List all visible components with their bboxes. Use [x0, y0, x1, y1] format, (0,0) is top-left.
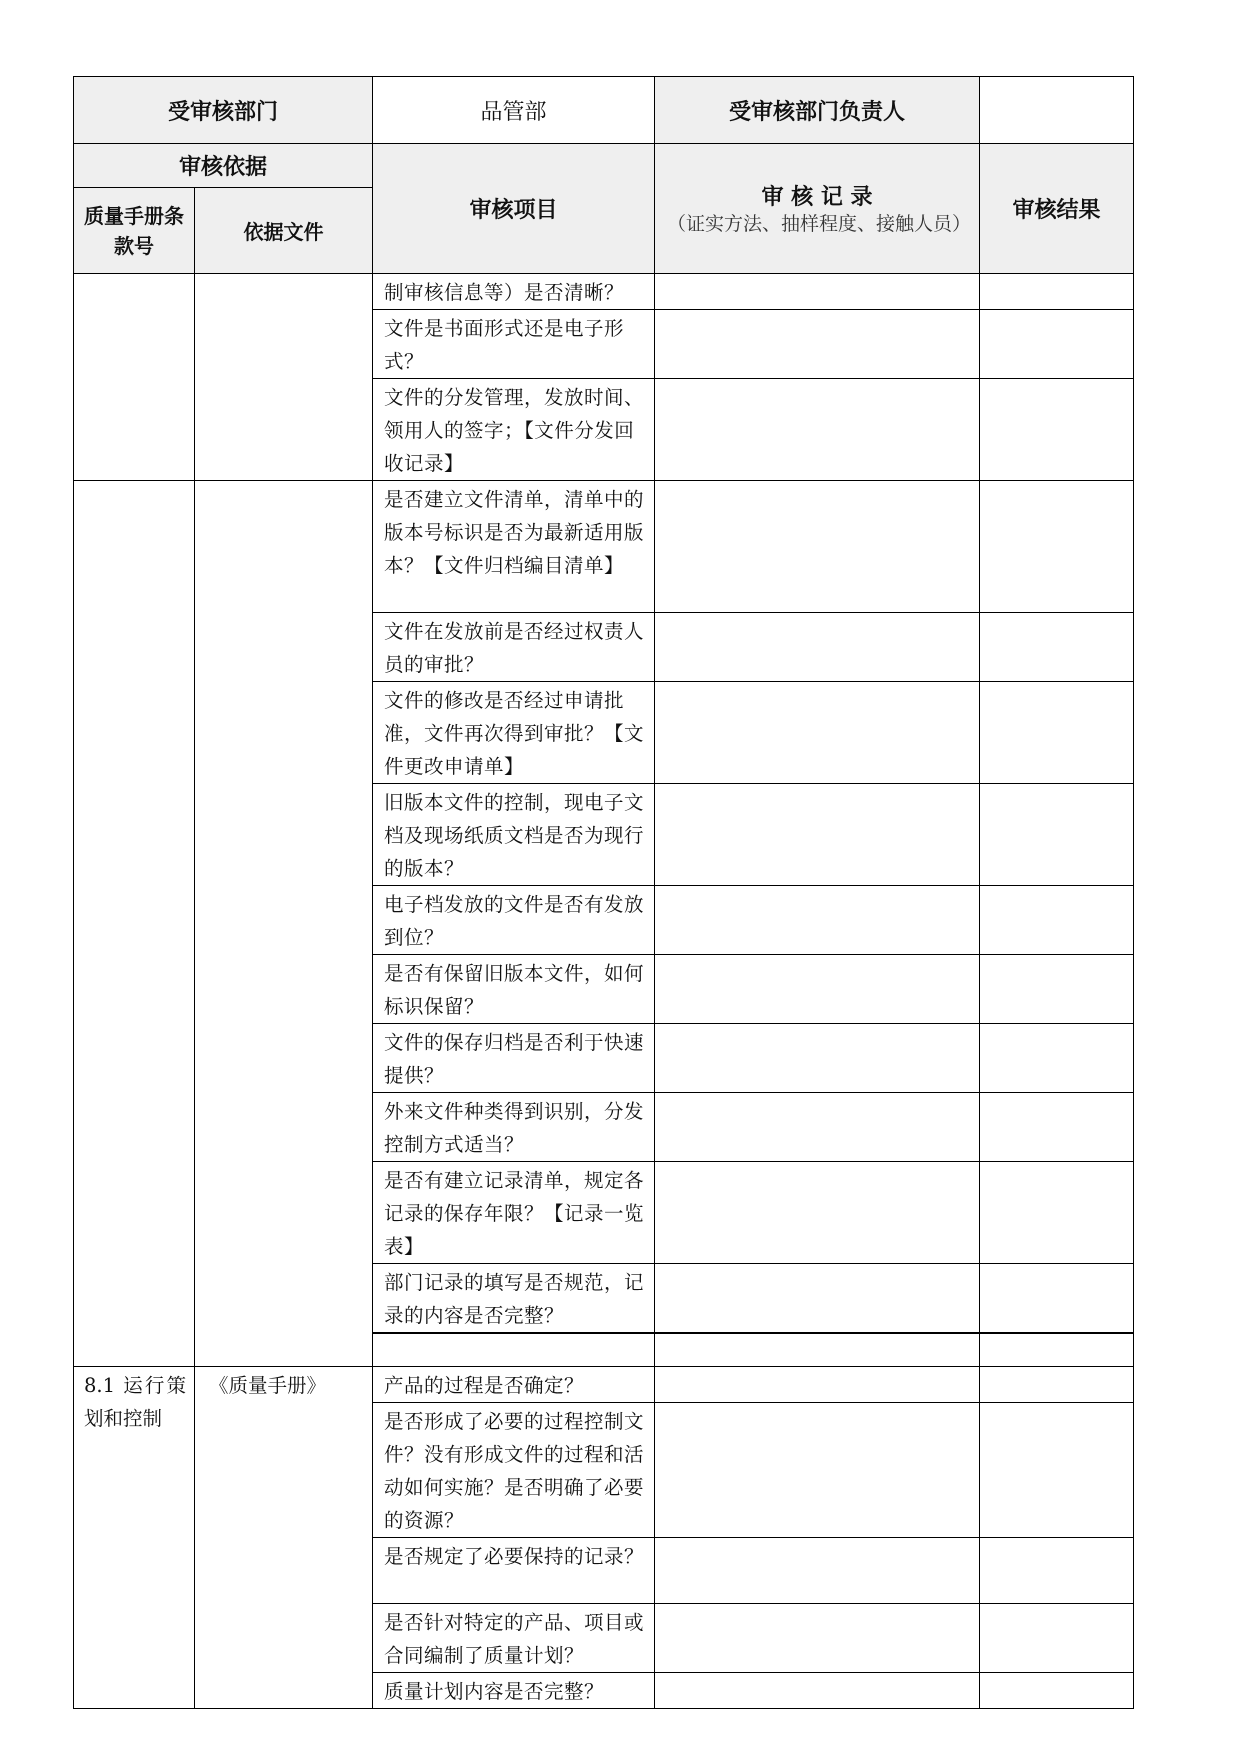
audit-item: 部门记录的填写是否规范，记录的内容是否完整？	[373, 1264, 655, 1334]
result-cell[interactable]	[980, 613, 1134, 682]
result-cell[interactable]	[980, 1402, 1134, 1537]
record-cell[interactable]	[655, 886, 980, 955]
audit-item: 是否针对特定的产品、项目或合同编制了质量计划？	[373, 1603, 655, 1672]
result-cell[interactable]	[980, 1672, 1134, 1708]
clause-cell	[74, 274, 195, 481]
result-cell[interactable]	[980, 1093, 1134, 1162]
audit-item: 文件是书面形式还是电子形式？	[373, 310, 655, 379]
table-row	[74, 1366, 1134, 1402]
record-cell[interactable]	[655, 1402, 980, 1537]
result-cell[interactable]	[980, 955, 1134, 1024]
audit-item: 旧版本文件的控制，现电子文档及现场纸质文档是否为现行的版本？	[373, 784, 655, 886]
record-cell[interactable]	[655, 613, 980, 682]
audit-item: 是否建立文件清单，清单中的版本号标识是否为最新适用版本？【文件归档编目清单】	[373, 481, 655, 613]
record-cell[interactable]	[655, 274, 980, 310]
result-cell[interactable]	[980, 310, 1134, 379]
audit-checklist-page	[73, 76, 1133, 1709]
record-cell[interactable]	[655, 379, 980, 481]
doc-cell	[195, 481, 373, 1367]
audit-item: 文件的保存归档是否利于快速提供？	[373, 1024, 655, 1093]
clause-label: 质量手册条款号	[74, 188, 195, 274]
result-cell[interactable]	[980, 1024, 1134, 1093]
record-cell[interactable]	[655, 1162, 980, 1264]
record-cell[interactable]	[655, 310, 980, 379]
dept-label: 受审核部门	[74, 77, 373, 144]
audit-checklist-table	[73, 76, 1134, 1709]
audit-item: 文件的分发管理，发放时间、领用人的签字；【文件分发回收记录】	[373, 379, 655, 481]
record-cell[interactable]	[655, 682, 980, 784]
audit-item: 外来文件种类得到识别，分发控制方式适当？	[373, 1093, 655, 1162]
dept-value: 品管部	[373, 77, 655, 144]
basis-label: 审核依据	[74, 144, 373, 188]
record-cell[interactable]	[655, 955, 980, 1024]
record-cell[interactable]	[655, 1024, 980, 1093]
audit-item: 是否有建立记录清单，规定各记录的保存年限？【记录一览表】	[373, 1162, 655, 1264]
doc-cell	[195, 274, 373, 481]
audit-item: 是否规定了必要保持的记录？	[373, 1537, 655, 1603]
record-label: 审 核 记 录	[761, 185, 873, 210]
result-cell[interactable]	[980, 1333, 1134, 1366]
audit-item: 制审核信息等）是否清晰？	[373, 274, 655, 310]
audit-item: 是否形成了必要的过程控制文件？没有形成文件的过程和活动如何实施？是否明确了必要的资源？	[373, 1402, 655, 1537]
doc-label: 依据文件	[195, 188, 373, 274]
table-row	[74, 274, 1134, 310]
result-cell[interactable]	[980, 1366, 1134, 1402]
audit-item: 产品的过程是否确定？	[373, 1366, 655, 1402]
record-header	[655, 144, 980, 274]
result-cell[interactable]	[980, 886, 1134, 955]
record-note: （证实方法、抽样程度、接触人员）	[667, 213, 972, 235]
record-cell[interactable]	[655, 1537, 980, 1603]
record-cell[interactable]	[655, 1333, 980, 1366]
result-cell[interactable]	[980, 481, 1134, 613]
record-cell[interactable]	[655, 1093, 980, 1162]
dept-head-label: 受审核部门负责人	[655, 77, 980, 144]
result-cell[interactable]	[980, 1537, 1134, 1603]
clause-cell	[74, 481, 195, 1367]
result-cell[interactable]	[980, 1264, 1134, 1334]
audit-item: 文件在发放前是否经过权责人员的审批？	[373, 613, 655, 682]
doc-cell: 《质量手册》	[195, 1366, 373, 1708]
result-cell[interactable]	[980, 682, 1134, 784]
result-cell[interactable]	[980, 379, 1134, 481]
column-header-row-1	[74, 144, 1134, 188]
result-cell[interactable]	[980, 274, 1134, 310]
record-cell[interactable]	[655, 1672, 980, 1708]
item-label: 审核项目	[373, 144, 655, 274]
audit-item: 电子档发放的文件是否有发放到位？	[373, 886, 655, 955]
clause-cell: 8.1 运行策划和控制	[74, 1366, 195, 1708]
audit-item: 质量计划内容是否完整？	[373, 1672, 655, 1708]
record-cell[interactable]	[655, 1603, 980, 1672]
result-label: 审核结果	[980, 144, 1134, 274]
dept-head-value	[980, 77, 1134, 144]
record-cell[interactable]	[655, 784, 980, 886]
audit-item: 文件的修改是否经过申请批准，文件再次得到审批？【文件更改申请单】	[373, 682, 655, 784]
record-cell[interactable]	[655, 1366, 980, 1402]
audit-item: 是否有保留旧版本文件，如何标识保留？	[373, 955, 655, 1024]
record-cell[interactable]	[655, 481, 980, 613]
department-row	[74, 77, 1134, 144]
result-cell[interactable]	[980, 1603, 1134, 1672]
record-cell[interactable]	[655, 1264, 980, 1334]
table-row	[74, 481, 1134, 613]
audit-item	[373, 1333, 655, 1366]
result-cell[interactable]	[980, 784, 1134, 886]
result-cell[interactable]	[980, 1162, 1134, 1264]
